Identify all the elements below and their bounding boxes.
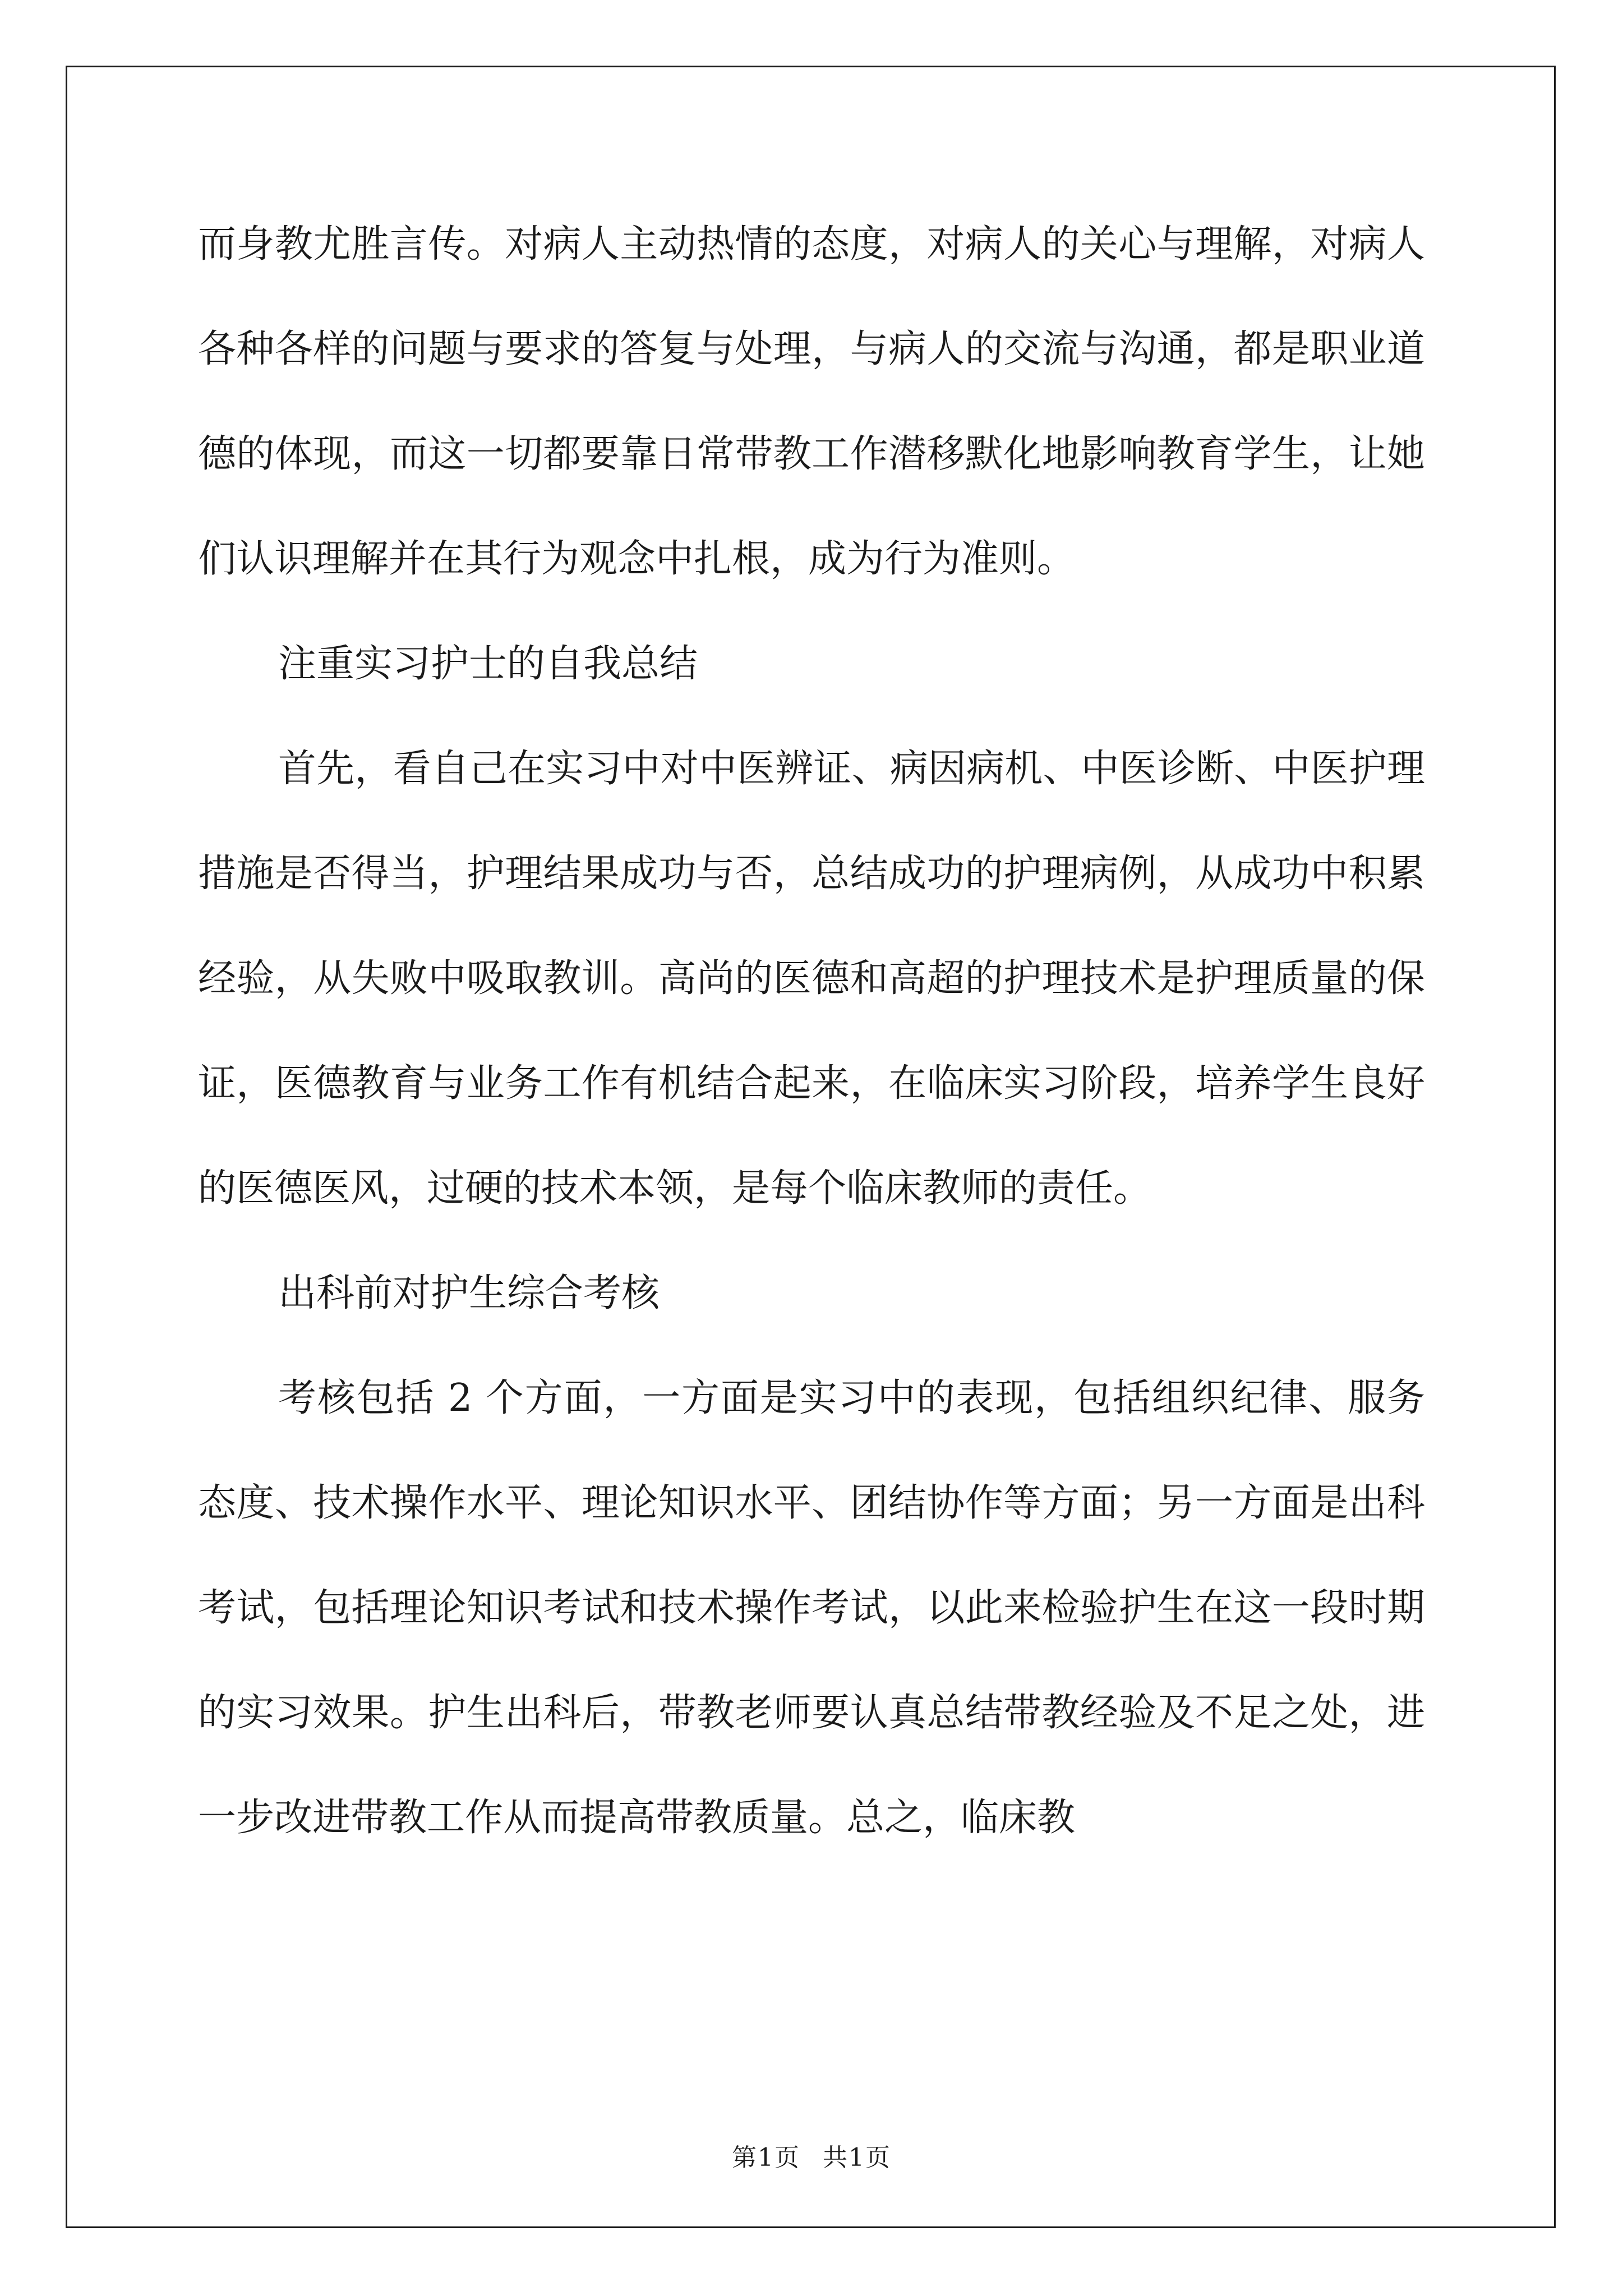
paragraph-1: 而身教尤胜言传。对病人主动热情的态度，对病人的关心与理解，对病人各种各样的问题与要求的答复与处理，与病人的交流与沟通，都是职业道德的体现，而这一切都要靠日常带教工作潜移默化地影响教育学生，让她们认识理解并在其行为观念中扎根，成为行为准则。 [198, 222, 1425, 581]
paragraph-3: 考核包括 2 个方面，一方面是实习中的表现，包括组织纪律、服务态度、技术操作水平、理论知识水平、团结协作等方面；另一方面是出科考试，包括理论知识考试和技术操作考试，以此来检验护生在这一段时期的实习效果。护生出科后，带教老师要认真总结带教经验及不足之处，进一步改进带教工作从而提高带教质量。总之，临床教 [198, 1376, 1425, 1840]
paragraph-2: 首先，看自己在实习中对中医辨证、病因病机、中医诊断、中医护理措施是否得当，护理结果成功与否，总结成功的护理病例，从成功中积累经验，从失败中吸取教训。高尚的医德和高超的护理技术是护理质量的保证，医德教育与业务工作有机结合起来，在临床实习阶段，培养学生良好的医德医风，过硬的技术本领，是每个临床教师的责任。 [198, 747, 1425, 1211]
page-total: 共1页 [823, 2143, 891, 2172]
document-body [198, 192, 1425, 1870]
section-heading-self-summary: 注重实习护士的自我总结 [278, 642, 698, 686]
page-number: 第1页 [732, 2143, 800, 2172]
section-heading-assessment: 出科前对护生综合考核 [278, 1271, 660, 1315]
page-footer [0, 2137, 1623, 2173]
